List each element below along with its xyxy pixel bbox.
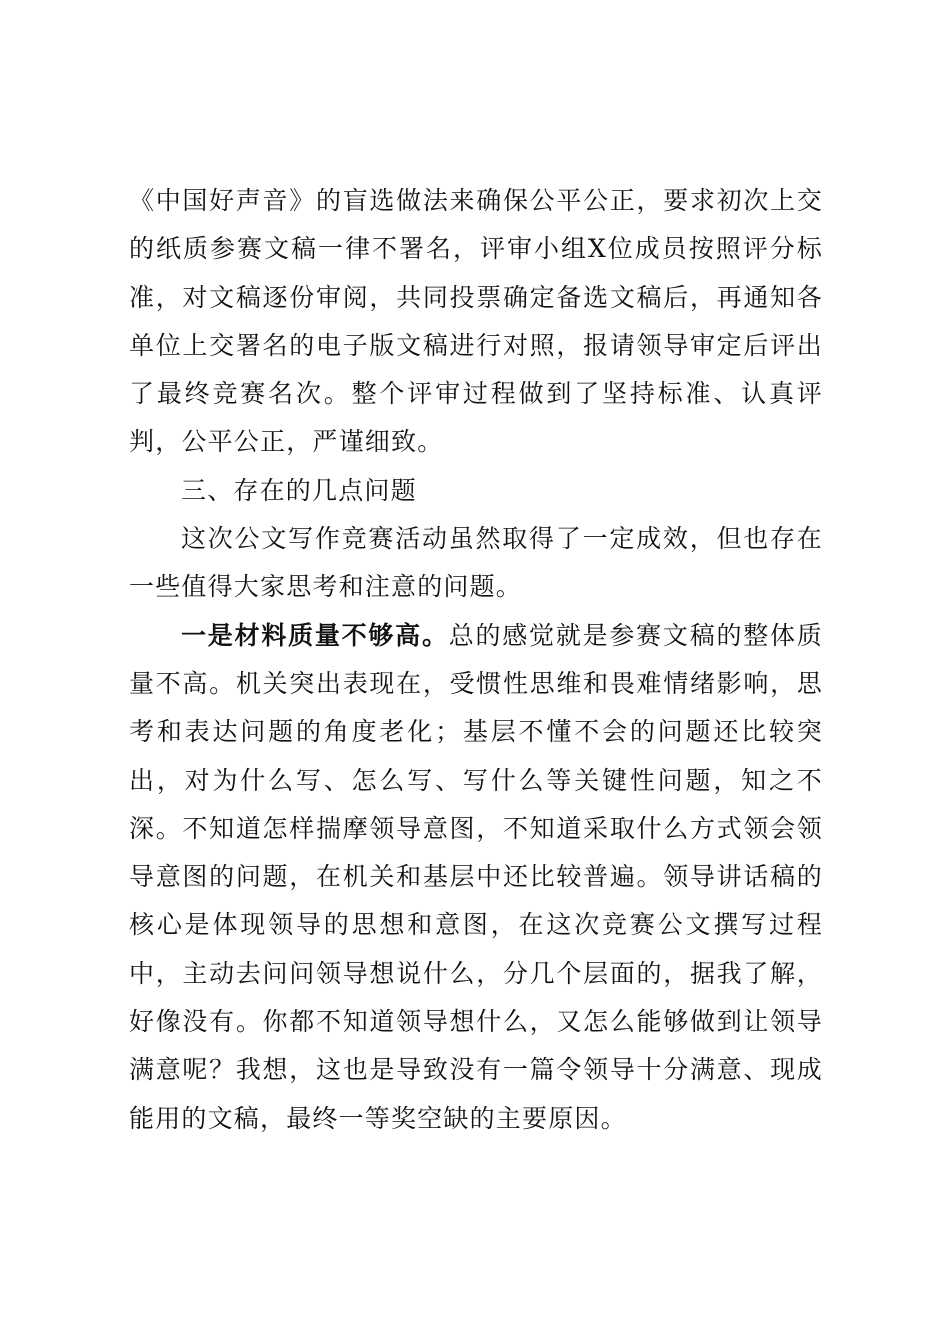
section-heading: 三、存在的几点问题 [181, 475, 417, 505]
paragraph-issue-one [129, 612, 823, 1143]
paragraph-intro: 这次公文写作竞赛活动虽然取得了一定成效，但也存在一些值得大家思考和注意的问题。 [129, 524, 823, 602]
paragraph-continuation: 《中国好声音》的盲选做法来确保公平公正，要求初次上交的纸质参赛文稿一律不署名，评审小组X位成员按照评分标准，对文稿逐份审阅，共同投票确定备选文稿后，再通知各单位上交署名的电子版文稿进行对照，报请领导审定后评出了最终竞赛名次。整个评审过程做到了坚持标准、认真评判，公平公正，严谨细致。 [129, 186, 823, 457]
issue-one-lead: 一是材料质量不够高。 [181, 620, 449, 650]
document-body [129, 177, 823, 1143]
issue-one-body: 总的感觉就是参赛文稿的整体质量不高。机关突出表现在，受惯性思维和畏难情绪影响，思考和表达问题的角度老化；基层不懂不会的问题还比较突出，对为什么写、怎么写、写什么等关键性问题，知之不深。不知道怎样揣摩领导意图，不知道采取什么方式领会领导意图的问题，在机关和基层中还比较普遍。领导讲话稿的核心是体现领导的思想和意图，在这次竞赛公文撰写过程中，主动去问问领导想说什么，分几个层面的，据我了解，好像没有。你都不知道领导想什么，又怎么能够做到让领导满意呢？我想，这也是导致没有一篇令领导十分满意、现成能用的文稿，最终一等奖空缺的主要原因。 [129, 620, 823, 1133]
